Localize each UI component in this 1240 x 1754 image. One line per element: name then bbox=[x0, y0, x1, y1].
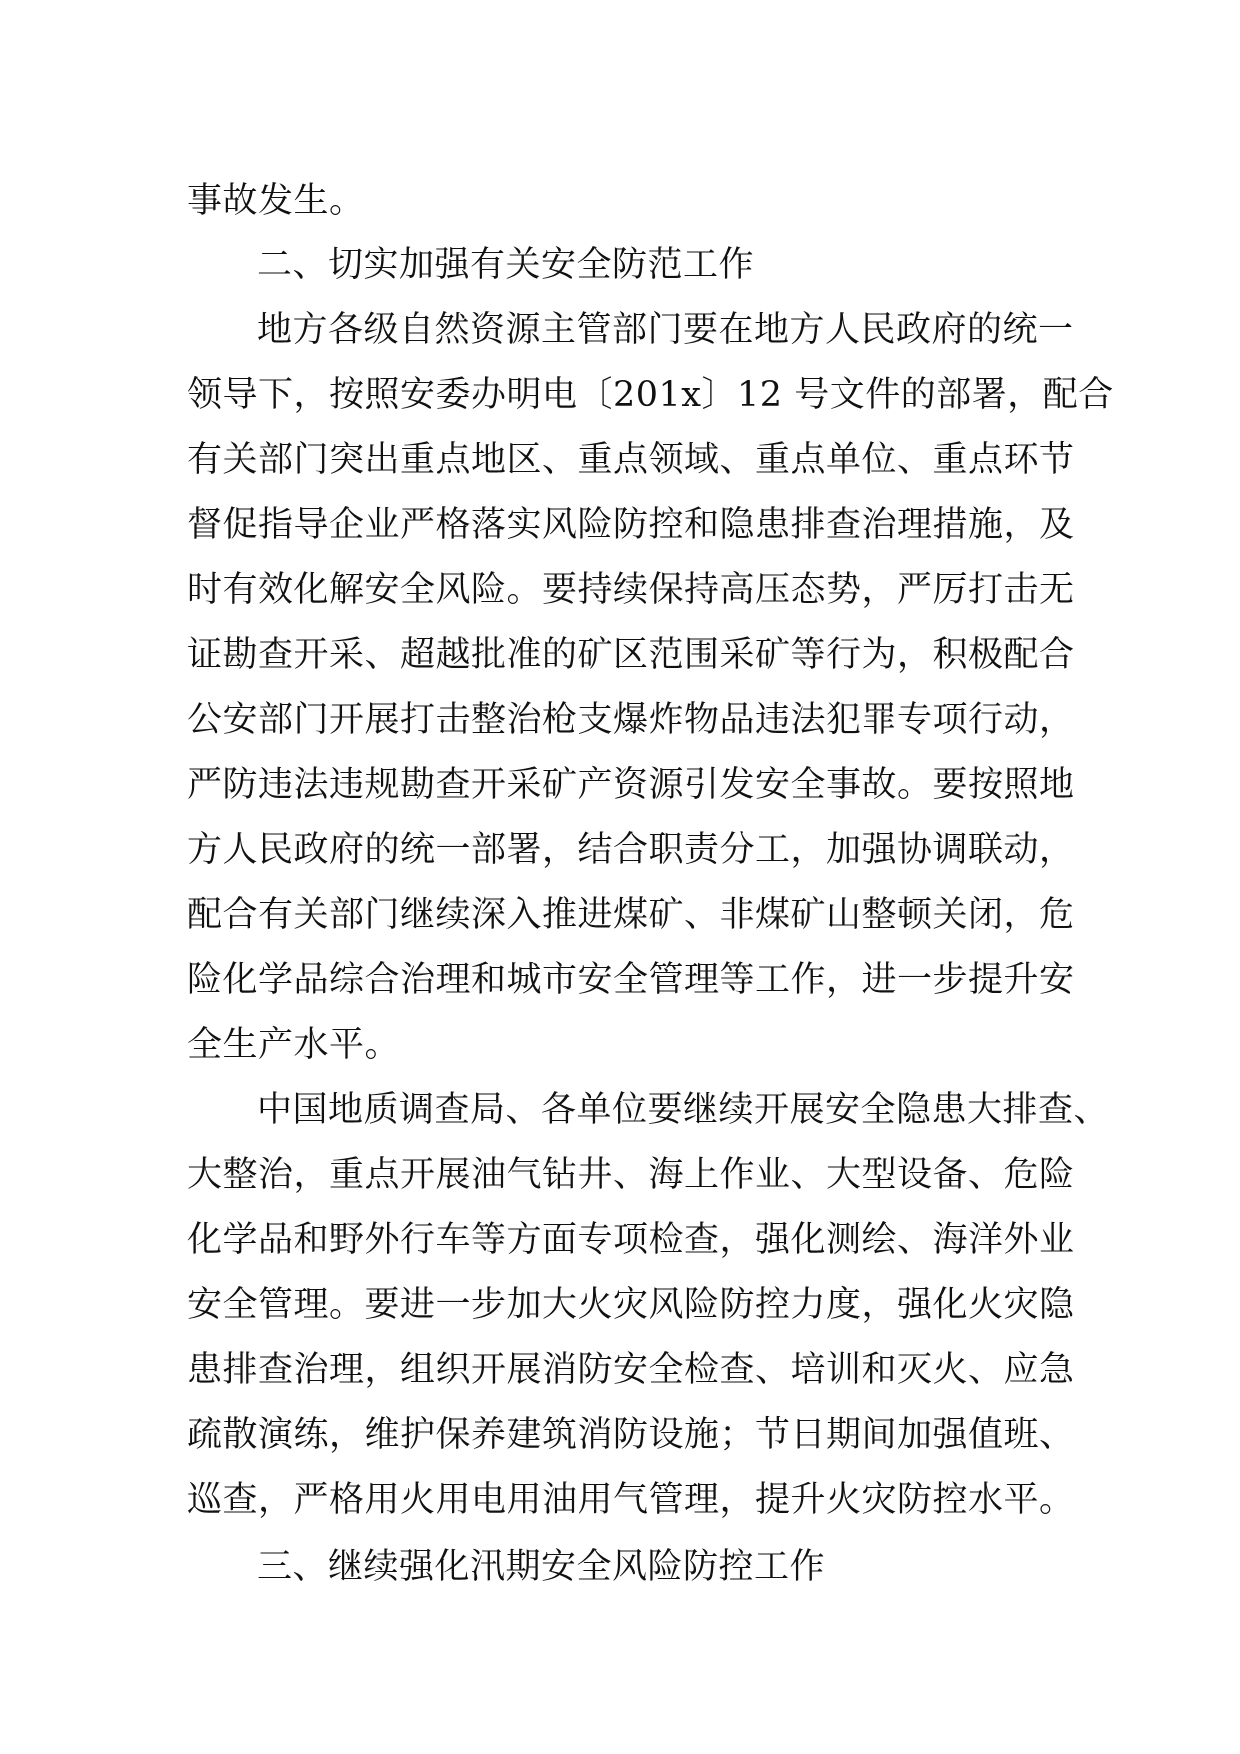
text-line: 领导下，按照安委办明电〔201x〕12 号文件的部署，配合 bbox=[187, 375, 1114, 415]
text-line: 证勘查开采、超越批准的矿区范围采矿等行为，积极配合 bbox=[187, 635, 1075, 675]
section-heading-3: 三、继续强化汛期安全风险防控工作 bbox=[257, 1547, 826, 1587]
text-line: 方人民政府的统一部署，结合职责分工，加强协调联动， bbox=[187, 830, 1075, 870]
text-line: 严防违法违规勘查开采矿产资源引发安全事故。要按照地 bbox=[187, 765, 1075, 805]
text-line: 大整治，重点开展油气钻井、海上作业、大型设备、危险 bbox=[187, 1155, 1075, 1195]
text-line: 事故发生。 bbox=[187, 181, 365, 221]
text-line: 安全管理。要进一步加大火灾风险防控力度，强化火灾隐 bbox=[187, 1285, 1075, 1325]
text-line: 化学品和野外行车等方面专项检查，强化测绘、海洋外业 bbox=[187, 1220, 1075, 1260]
text-line: 中国地质调查局、各单位要继续开展安全隐患大排查、 bbox=[257, 1090, 1110, 1130]
text-line: 时有效化解安全风险。要持续保持高压态势，严厉打击无 bbox=[187, 570, 1075, 610]
section-heading-2: 二、切实加强有关安全防范工作 bbox=[257, 245, 755, 285]
text-line: 巡查，严格用火用电用油用气管理，提升火灾防控水平。 bbox=[187, 1480, 1075, 1520]
text-line: 疏散演练，维护保养建筑消防设施；节日期间加强值班、 bbox=[187, 1415, 1075, 1455]
text-line: 险化学品综合治理和城市安全管理等工作，进一步提升安 bbox=[187, 960, 1075, 1000]
text-line: 公安部门开展打击整治枪支爆炸物品违法犯罪专项行动， bbox=[187, 700, 1075, 740]
text-line: 督促指导企业严格落实风险防控和隐患排查治理措施，及 bbox=[187, 505, 1075, 545]
text-line: 全生产水平。 bbox=[187, 1025, 401, 1065]
text-line: 有关部门突出重点地区、重点领域、重点单位、重点环节 bbox=[187, 440, 1075, 480]
text-line: 配合有关部门继续深入推进煤矿、非煤矿山整顿关闭，危 bbox=[187, 895, 1075, 935]
text-line: 患排查治理，组织开展消防安全检查、培训和灭火、应急 bbox=[187, 1350, 1075, 1390]
text-line: 地方各级自然资源主管部门要在地方人民政府的统一 bbox=[257, 310, 1074, 350]
